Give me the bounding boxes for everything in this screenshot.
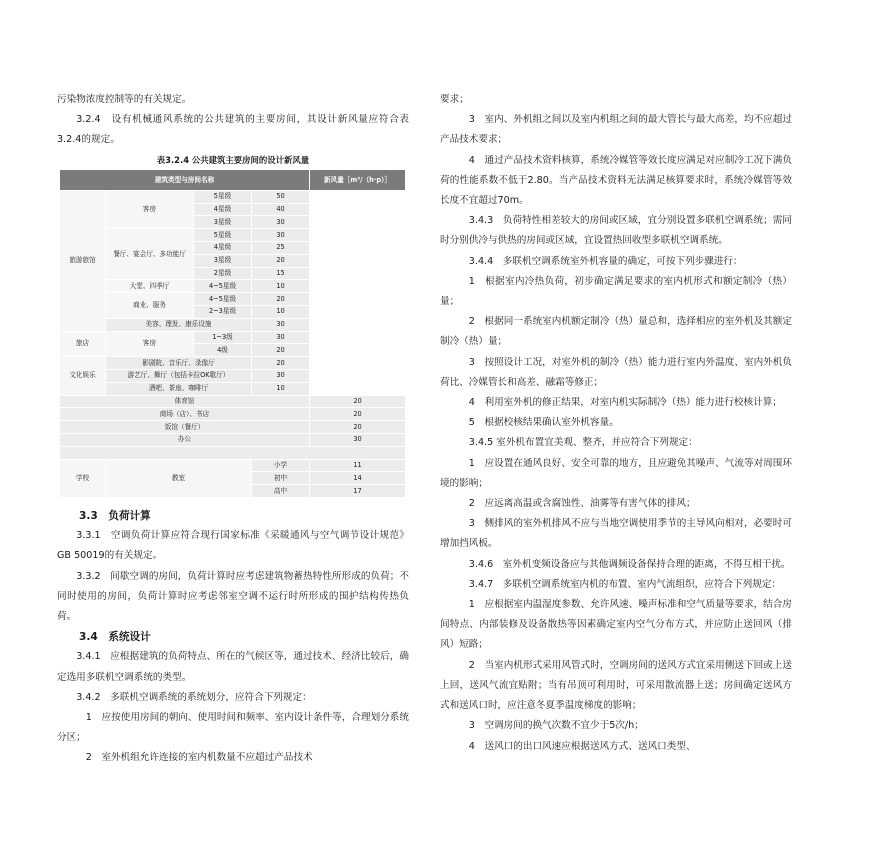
clause-3-4-5: 3.4.5 室外机布置宜美观、整齐，并应符合下列规定： (468, 437, 698, 449)
table-header-airflow: 新风量［m³/（h·p）］ (310, 169, 406, 190)
category-cell: 商业、服务 (106, 293, 194, 319)
category-cell: 4星级 (194, 203, 252, 216)
airflow-cell: 11 (310, 459, 406, 472)
list-item: 2 应远离高温或含腐蚀性、油雾等有害气体的排风； (468, 498, 696, 510)
clause-3-4-2: 3.4.2 多联机空调系统的系统划分，应符合下列规定： (76, 691, 312, 703)
airflow-cell: 30 (252, 229, 310, 242)
category-cell: 体育馆 (60, 395, 310, 408)
section-heading: 3.4 系统设计 (79, 631, 151, 644)
table-row (60, 331, 406, 344)
category-cell: 客房 (106, 190, 194, 228)
list-item: 1 根据室内冷热负荷，初步确定满足要求的室内机形式和额定制冷（热）量； (440, 275, 792, 308)
section-heading: 3.3 负荷计算 (79, 509, 151, 522)
category-cell: 2星级 (194, 267, 252, 280)
airflow-cell: 20 (252, 344, 310, 357)
table-row (60, 421, 406, 434)
right-column (440, 90, 792, 757)
airflow-cell: 20 (310, 395, 406, 408)
category-cell: 初中 (252, 472, 310, 485)
paragraph: 污染物浓度控制等的有关规定。 (57, 94, 192, 105)
category-cell: 办公 (60, 433, 310, 446)
airflow-cell: 30 (252, 318, 310, 331)
table-row (60, 190, 406, 203)
category-cell: 高中 (252, 485, 310, 498)
table-title: 表3.2.4 公共建筑主要房间的设计新风量 (156, 154, 310, 165)
airflow-cell: 30 (252, 331, 310, 344)
list-item: 4 送风口的出口风速应根据送风方式、送风口类型、 (468, 740, 696, 752)
airflow-cell: 20 (252, 293, 310, 306)
category-cell: 4星级 (194, 242, 252, 255)
airflow-cell: 30 (310, 433, 406, 446)
airflow-cell: 20 (252, 357, 310, 370)
airflow-cell: 15 (252, 267, 310, 280)
category-cell: 4~5星级 (194, 293, 252, 306)
airflow-cell: 25 (252, 242, 310, 255)
table-row (60, 318, 406, 331)
airflow-cell: 40 (252, 203, 310, 216)
list-item: 1 应设置在通风良好、安全可靠的地方，且应避免其噪声、气流等对周围环境的影响； (440, 457, 792, 489)
category-cell: 游艺厅、舞厅（包括卡拉OK歌厅） (106, 369, 252, 382)
airflow-cell: 17 (310, 485, 406, 498)
category-cell: 4~5星级 (194, 280, 252, 293)
table-header-type: 建筑类型与房间名称 (60, 169, 310, 190)
table-row (60, 382, 406, 395)
table-row (60, 357, 406, 370)
category-cell: 美容、理发、康乐设施 (106, 318, 252, 331)
category-cell: 商场（店）、书店 (60, 408, 310, 421)
clause-3-4-6: 3.4.6 室外机变频设备应与其他调频设备保持合理的距离，不得互相干扰。 (468, 558, 791, 570)
category-cell: 5星级 (194, 190, 252, 203)
airflow-cell: 20 (252, 254, 310, 267)
clause-3-2-4: 3.2.4 设有机械通风系统的公共建筑的主要房间，其设计新风量应符合表3.2.4的规定。 (57, 114, 409, 146)
airflow-cell: 20 (310, 421, 406, 434)
category-cell: 大堂、四季厅 (106, 280, 194, 293)
table-row (60, 408, 406, 421)
airflow-cell: 20 (310, 408, 406, 421)
clause-3-4-1: 3.4.1 应根据建筑的负荷特点、所在的气候区等，通过技术、经济比较后，确定选用多联机空调系统的类型。 (57, 651, 409, 683)
list-item: 1 应根据室内温湿度参数、允许风速、噪声标准和空气质量等要求，结合房间特点、内部装修及设备散热等因素确定室内空气分布方式，并应防止送回风（排风）短路； (440, 599, 792, 651)
table-row (60, 395, 406, 408)
list-item: 2 根据同一系统室内机额定制冷（热）量总和，选择相应的室外机及其额定制冷（热）量； (440, 316, 792, 348)
fresh-air-table (59, 169, 406, 498)
list-item: 4 通过产品技术资料核算，系统冷媒管等效长度应满足对应制冷工况下满负荷的性能系数不低于2.80。当产品技术资料无法满足核算要求时，系统冷媒管等效长度不宜超过70m。 (440, 154, 792, 207)
category-cell: 文化娱乐 (60, 357, 106, 395)
category-cell: 饭馆（餐厅） (60, 421, 310, 434)
table-row (60, 446, 406, 459)
table-row (60, 459, 406, 472)
clause-3-3-2: 3.3.2 间歇空调的房间，负荷计算时应考虑建筑物蓄热特性所形成的负荷；不同时使用的房间，负荷计算时应考虑邻室空调不运行时所形成的围护结构传热负荷。 (57, 570, 409, 622)
category-cell: 旅店 (60, 331, 106, 357)
airflow-cell: 30 (252, 369, 310, 382)
clause-3-4-7: 3.4.7 多联机空调系统室内机的布置、室内气流组织，应符合下列规定： (468, 578, 782, 590)
table-row (60, 433, 406, 446)
category-cell: 影剧院、音乐厅、录像厅 (106, 357, 252, 370)
category-cell: 小学 (252, 459, 310, 472)
category-cell: 5星级 (194, 229, 252, 242)
category-cell: 3星级 (194, 216, 252, 229)
clause-3-3-1: 3.3.1 空调负荷计算应符合现行国家标准《采暖通风与空气调节设计规范》GB 50019的有关规定。 (57, 530, 409, 562)
list-item: 3 空调房间的换气次数不宜少于5次/h； (468, 720, 644, 732)
airflow-cell: 10 (252, 280, 310, 293)
category-cell: 4级 (194, 344, 252, 357)
category-cell: 3星级 (194, 254, 252, 267)
table-row (60, 280, 406, 293)
airflow-cell (60, 446, 406, 459)
table-row (60, 293, 406, 306)
paragraph: 要求； (440, 94, 469, 105)
list-item: 5 根据校核结果确认室外机容量。 (468, 417, 619, 429)
table-row (60, 229, 406, 242)
category-cell: 旅游旅馆 (60, 190, 106, 331)
airflow-cell: 50 (252, 190, 310, 203)
category-cell: 学校 (60, 459, 106, 497)
list-item: 4 利用室外机的修正结果，对室内机实际制冷（热）能力进行校核计算； (468, 397, 782, 409)
clause-3-4-4: 3.4.4 多联机空调系统室外机容量的确定，可按下列步骤进行： (468, 255, 743, 267)
clause-3-4-3: 3.4.3 负荷特性相差较大的房间或区域，宜分别设置多联机空调系统；需同时分别供冷与供热的房间或区域，宜设置热回收型多联机空调系统。 (440, 215, 792, 247)
list-item: 3 室内、外机组之间以及室内机组之间的最大管长与最大高差，均不应超过产品技术要求； (440, 114, 792, 146)
list-item: 2 当室内机形式采用风管式时，空调房间的送风方式宜采用侧送下回或上送上回，送风气流宜贴附；当有吊顶可利用时，可采用散流器上送；房间确定送风方式和送风口时，应注意冬夏季温度梯度的影响； (440, 659, 792, 712)
airflow-cell: 30 (252, 216, 310, 229)
list-item: 3 侧排风的室外机排风不应与当地空调使用季节的主导风向相对，必要时可增加挡风板。 (440, 518, 792, 550)
left-column (57, 90, 409, 769)
category-cell: 教室 (106, 459, 252, 497)
category-cell: 客房 (106, 331, 194, 357)
list-item: 3 按照设计工况，对室外机的制冷（热）能力进行室内外温度、室内外机负荷比、冷媒管长和高差、融霜等修正； (440, 356, 792, 388)
category-cell: 餐厅、宴会厅、多功能厅 (106, 229, 194, 280)
table-row (60, 369, 406, 382)
category-cell: 酒吧、茶座、咖啡厅 (106, 382, 252, 395)
category-cell: 1~3级 (194, 331, 252, 344)
list-item: 1 应按使用房间的朝向、使用时间和频率、室内设计条件等，合理划分系统分区； (57, 711, 409, 744)
airflow-cell: 14 (310, 472, 406, 485)
list-item: 2 室外机组允许连接的室内机数量不应超过产品技术 (85, 752, 313, 764)
category-cell: 2~3星级 (194, 305, 252, 318)
airflow-cell: 10 (252, 382, 310, 395)
airflow-cell: 10 (252, 305, 310, 318)
